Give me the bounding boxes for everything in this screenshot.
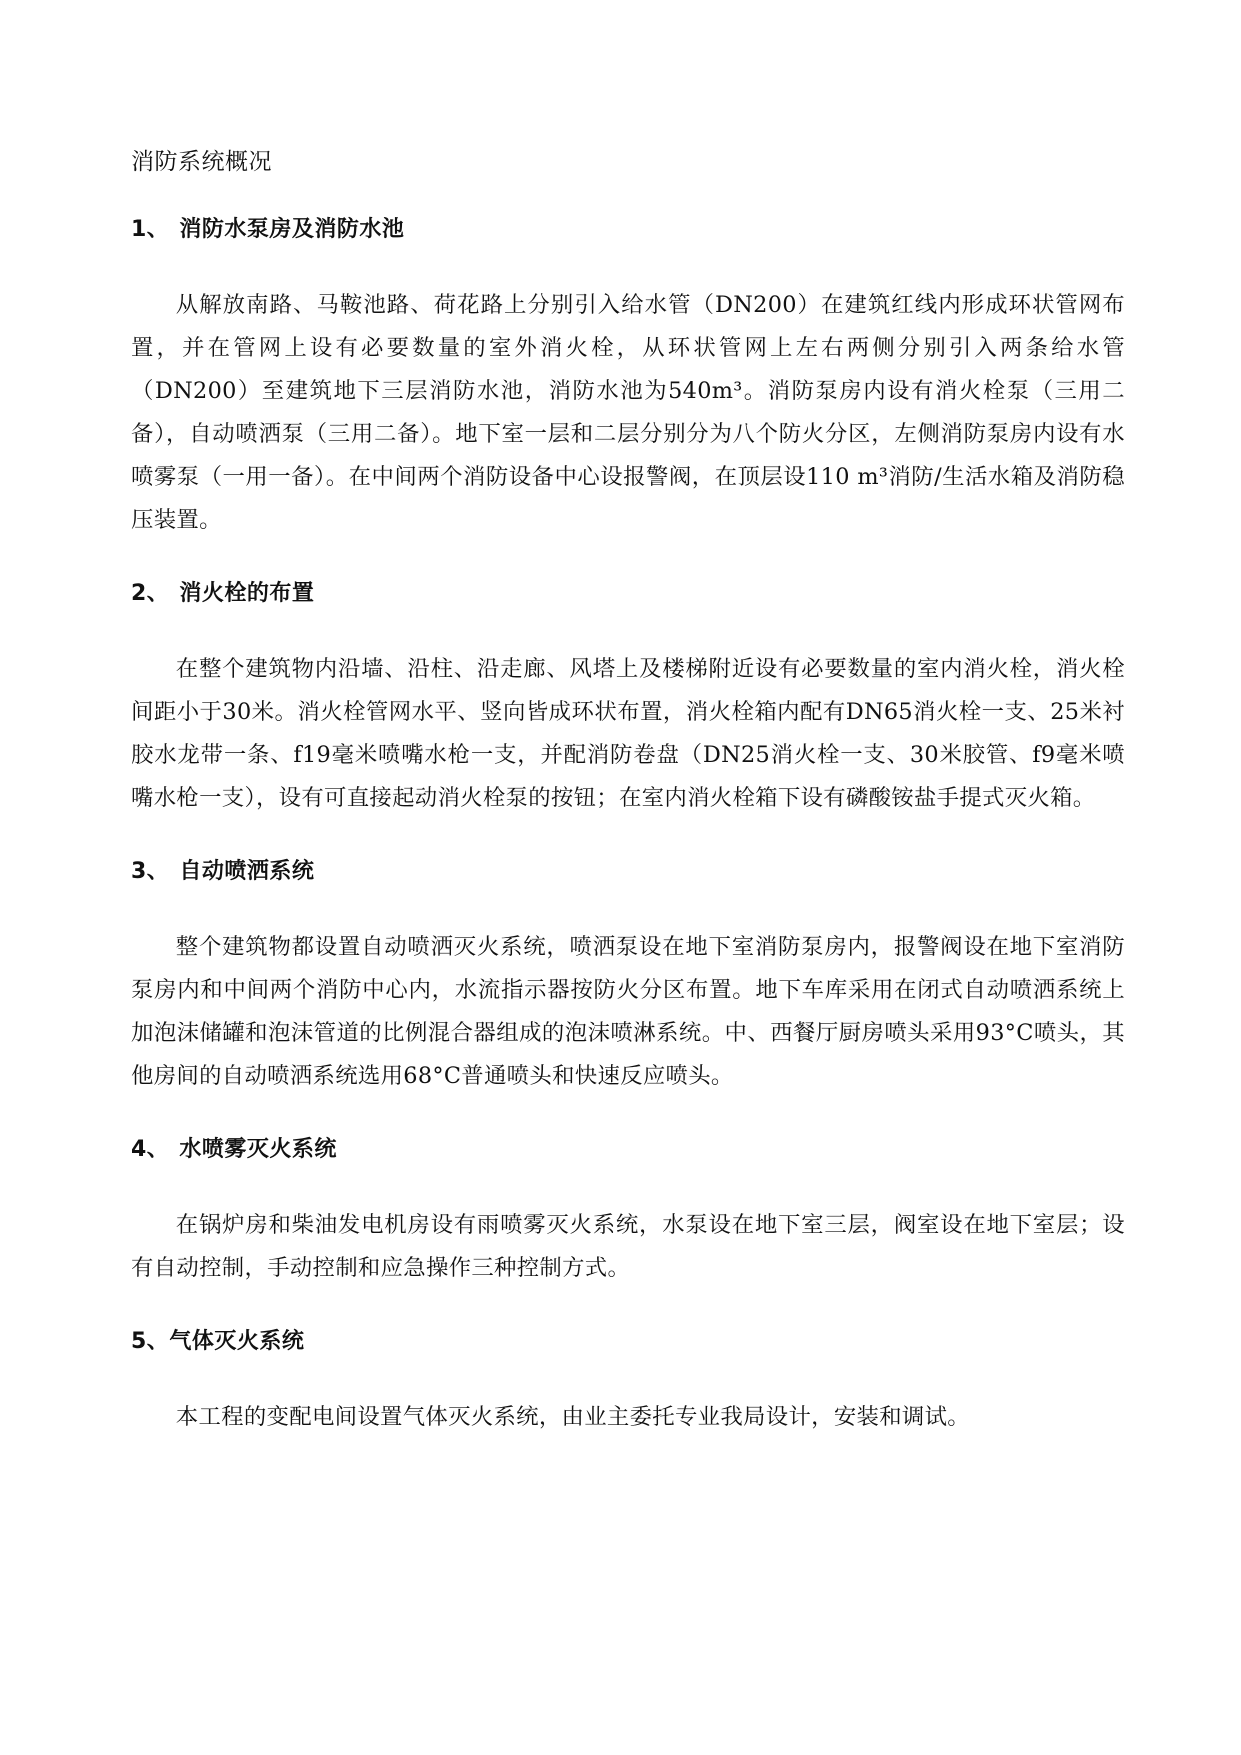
section-number: 2、 (131, 581, 170, 606)
document-title: 消防系统概况 (131, 149, 272, 175)
section-paragraph-2: 在整个建筑物内沿墙、沿柱、沿走廊、风塔上及楼梯附近设有必要数量的室内消火栓，消火栓间距小于30米。消火栓管网水平、竖向皆成环状布置，消火栓箱内配有DN65消火栓一支、25米衬胶水龙带一条、f19毫米喷嘴水枪一支，并配消防卷盘（DN25消火栓一支、30米胶管、f9毫米喷嘴水枪一支），设有可直接起动消火栓泵的按钮；在室内消火栓箱下设有磷酸铵盐手提式灭火箱。 (131, 656, 1125, 811)
document-body (131, 146, 1125, 1475)
section-number: 4、 (131, 1137, 170, 1162)
section-paragraph-5: 本工程的变配电间设置气体灭火系统，由业主委托专业我局设计，安装和调试。 (175, 1404, 970, 1430)
section-heading-5 (131, 1326, 1125, 1358)
section-paragraph-4: 在锅炉房和柴油发电机房设有雨喷雾灭火系统，水泵设在地下室三层，阀室设在地下室层；设有自动控制，手动控制和应急操作三种控制方式。 (131, 1212, 1125, 1281)
section-number: 1、 (131, 217, 170, 242)
section-heading-3 (131, 856, 1125, 888)
section-heading-2 (131, 578, 1125, 610)
section-paragraph-3: 整个建筑物都设置自动喷洒灭火系统，喷洒泵设在地下室消防泵房内，报警阀设在地下室消防泵房内和中间两个消防中心内，水流指示器按防火分区布置。地下车库采用在闭式自动喷洒系统上加泡沫储罐和泡沫管道的比例混合器组成的泡沫喷淋系统。中、西餐厅厨房喷头采用93°C喷头，其他房间的自动喷洒系统选用68°C普通喷头和快速反应喷头。 (131, 934, 1125, 1089)
section-paragraph-1: 从解放南路、马鞍池路、荷花路上分别引入给水管（DN200）在建筑红线内形成环状管网布置，并在管网上设有必要数量的室外消火栓，从环状管网上左右两侧分别引入两条给水管（DN200）至建筑地下三层消防水池，消防水池为540m³。消防泵房内设有消火栓泵（三用二备），自动喷洒泵（三用二备）。地下室一层和二层分别分为八个防火分区，左侧消防泵房内设有水喷雾泵（一用一备）。在中间两个消防设备中心设报警阀，在顶层设110 m³消防/生活水箱及消防稳压装置。 (131, 292, 1125, 533)
section-title: 消防水泵房及消防水池 (179, 217, 405, 242)
section-number: 3、 (131, 859, 170, 884)
section-number: 5、 (131, 1329, 170, 1354)
section-title: 自动喷洒系统 (179, 859, 315, 884)
section-heading-1 (131, 214, 1125, 246)
section-heading-4 (131, 1134, 1125, 1166)
section-title: 消火栓的布置 (179, 581, 315, 606)
section-title: 水喷雾灭火系统 (179, 1137, 337, 1162)
section-title: 气体灭火系统 (169, 1329, 305, 1354)
